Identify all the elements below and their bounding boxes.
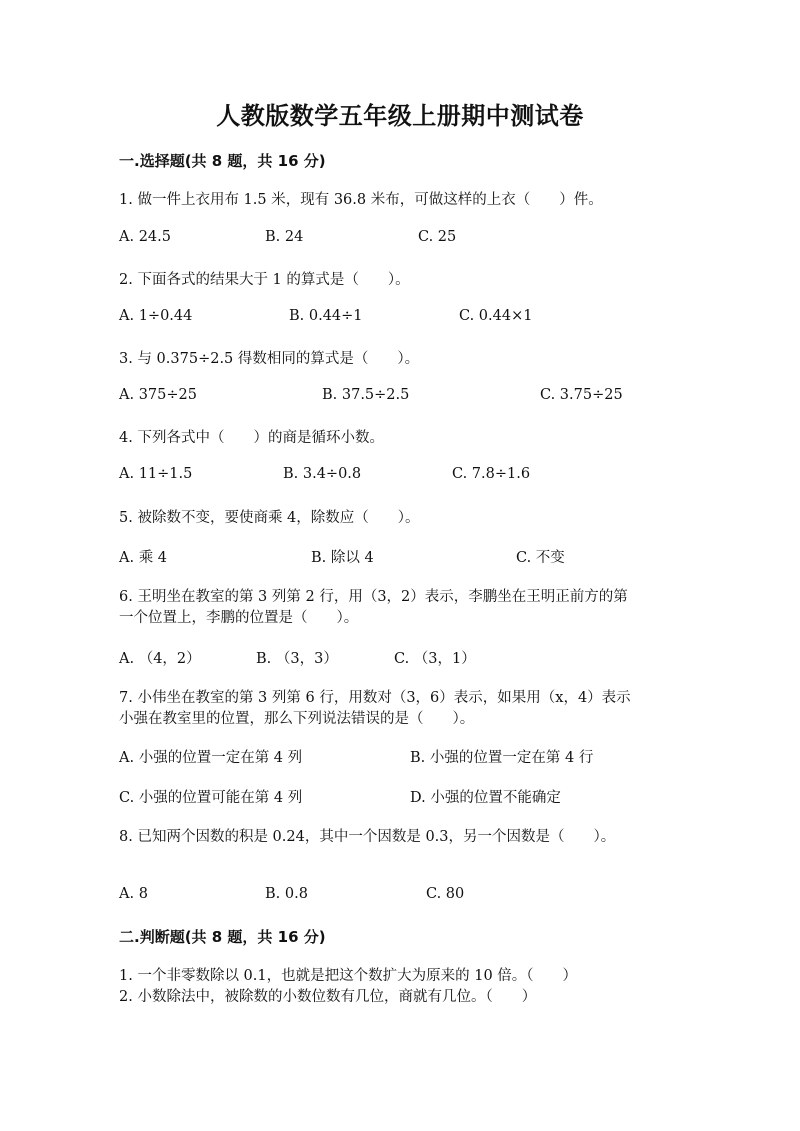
question-1-option-a: A. 24.5 bbox=[119, 229, 171, 245]
question-6-text-line-1: 6. 王明坐在教室的第 3 列第 2 行，用（3，2）表示，李鹏坐在王明正前方的第 bbox=[119, 589, 628, 605]
question-4-text: 4. 下列各式中（ ）的商是循环小数。 bbox=[119, 430, 384, 446]
question-2-option-c: C. 0.44×1 bbox=[459, 308, 533, 324]
question-1-option-c: C. 25 bbox=[418, 229, 457, 245]
question-2-option-a: A. 1÷0.44 bbox=[119, 308, 193, 324]
section-header-choice: 一.选择题(共 8 题，共 16 分) bbox=[119, 152, 326, 170]
question-5-option-b: B. 除以 4 bbox=[311, 550, 374, 566]
question-3-text: 3. 与 0.375÷2.5 得数相同的算式是（ ）。 bbox=[119, 351, 420, 367]
question-2-text: 2. 下面各式的结果大于 1 的算式是（ ）。 bbox=[119, 272, 410, 288]
page-title: 人教版数学五年级上册期中测试卷 bbox=[216, 101, 584, 130]
question-7-text-line-2: 小强在教室里的位置，那么下列说法错误的是（ ）。 bbox=[119, 711, 475, 727]
question-2-option-b: B. 0.44÷1 bbox=[289, 308, 363, 324]
question-7-option-b: B. 小强的位置一定在第 4 行 bbox=[410, 750, 594, 766]
question-7-option-c: C. 小强的位置可能在第 4 列 bbox=[119, 790, 303, 806]
question-7-text-line-1: 7. 小伟坐在教室的第 3 列第 6 行，用数对（3，6）表示，如果用（x，4）表示 bbox=[119, 690, 631, 706]
question-8-option-a: A. 8 bbox=[119, 886, 148, 902]
question-3-option-a: A. 375÷25 bbox=[119, 387, 197, 403]
question-8-option-c: C. 80 bbox=[426, 886, 465, 902]
question-5-option-c: C. 不变 bbox=[516, 550, 565, 566]
question-1-option-b: B. 24 bbox=[265, 229, 304, 245]
question-6-text-line-2: 一个位置上，李鹏的位置是（ ）。 bbox=[119, 610, 359, 626]
question-6-option-b: B. （3，3） bbox=[256, 651, 338, 667]
question-3-option-c: C. 3.75÷25 bbox=[540, 387, 623, 403]
question-6-option-a: A. （4，2） bbox=[119, 651, 201, 667]
question-6-option-c: C. （3，1） bbox=[394, 651, 476, 667]
question-5-option-a: A. 乘 4 bbox=[119, 550, 168, 566]
question-3-option-b: B. 37.5÷2.5 bbox=[322, 387, 410, 403]
question-8-option-b: B. 0.8 bbox=[265, 886, 308, 902]
judgement-question-1: 1. 一个非零数除以 0.1，也就是把这个数扩大为原来的 10 倍。（ ） bbox=[119, 968, 578, 984]
question-4-option-c: C. 7.8÷1.6 bbox=[452, 466, 531, 482]
question-7-option-a: A. 小强的位置一定在第 4 列 bbox=[119, 750, 303, 766]
question-4-option-b: B. 3.4÷0.8 bbox=[283, 466, 362, 482]
question-7-option-d: D. 小强的位置不能确定 bbox=[410, 790, 561, 806]
judgement-question-2: 2. 小数除法中，被除数的小数位数有几位，商就有几位。（ ） bbox=[119, 989, 537, 1005]
question-8-text: 8. 已知两个因数的积是 0.24，其中一个因数是 0.3，另一个因数是（ ）。 bbox=[119, 829, 616, 845]
section-header-judgement: 二.判断题(共 8 题，共 16 分) bbox=[119, 928, 326, 946]
question-4-option-a: A. 11÷1.5 bbox=[119, 466, 193, 482]
question-1-text: 1. 做一件上衣用布 1.5 米，现有 36.8 米布，可做这样的上衣（ ）件。 bbox=[119, 192, 603, 208]
question-5-text: 5. 被除数不变，要使商乘 4，除数应（ ）。 bbox=[119, 510, 420, 526]
